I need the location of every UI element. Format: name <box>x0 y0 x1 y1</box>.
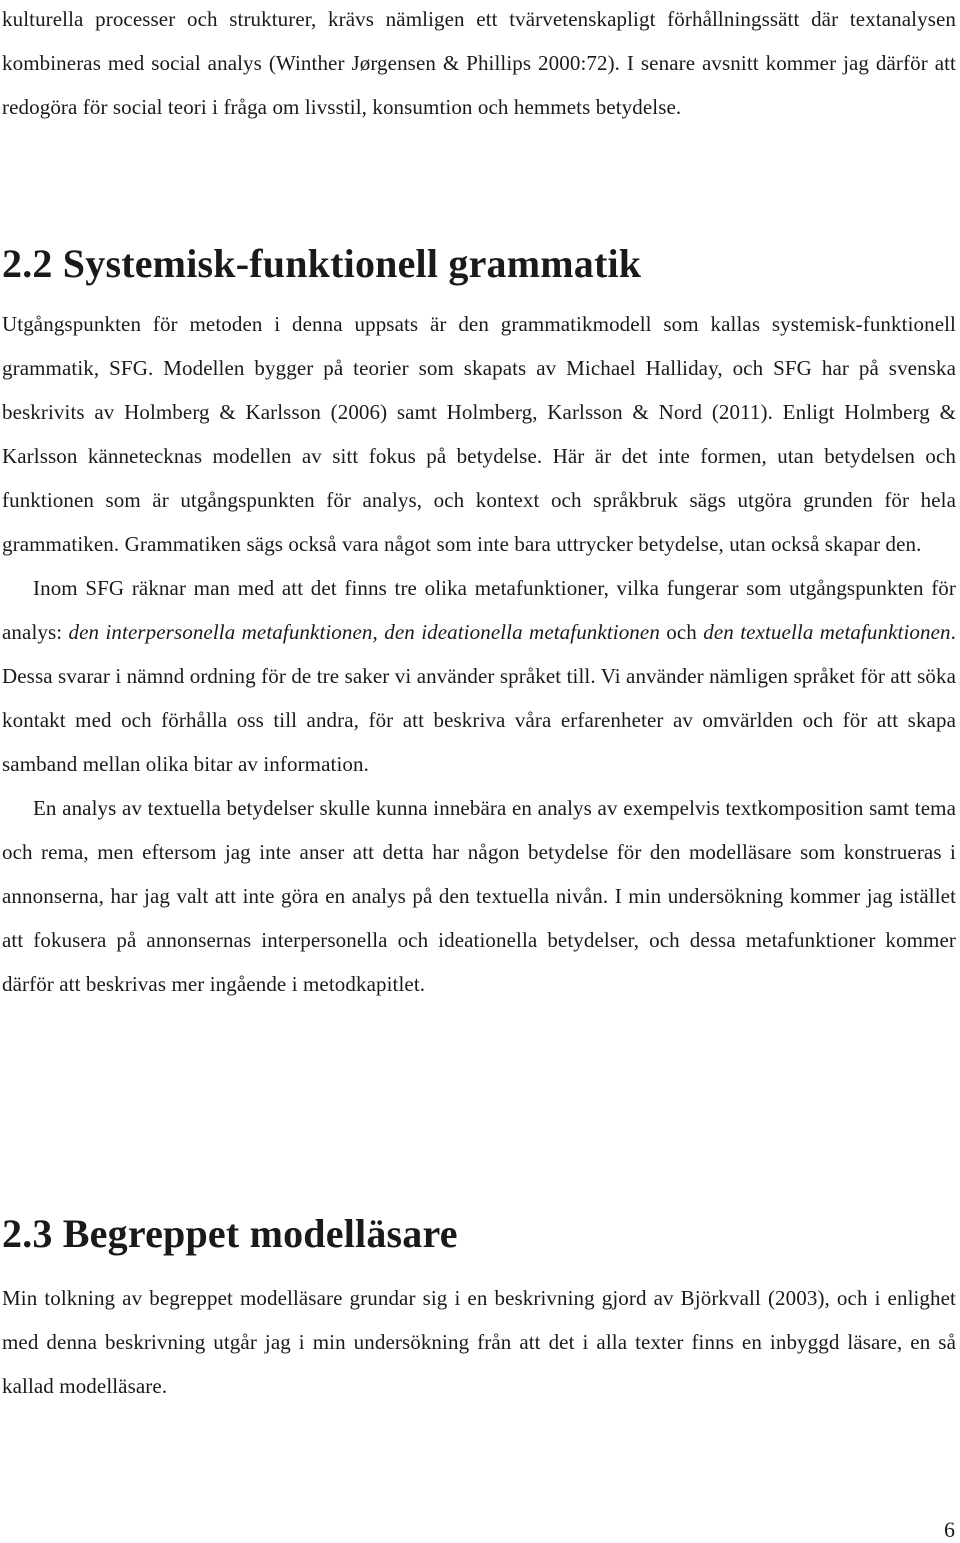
page-number: 6 <box>944 1517 955 1542</box>
section-2-2-paragraph-2 <box>2 566 956 786</box>
section-2-3-paragraph-1: Min tolkning av begreppet modelläsare grundar sig i en beskrivning gjord av Björkvall (2003), och i enlighet med denna beskrivning utgår jag i min undersökning från att det i alla texter finns en inbyggd läsare, en så kallad modelläsare. <box>2 1286 956 1398</box>
section-2-2-paragraph-3: En analys av textuella betydelser skulle kunna innebära en analys av exempelvis textkomposition samt tema och rema, men eftersom jag inte anser att detta har någon betydelse för den modelläsare som konstrueras i annonserna, har jag valt att inte göra en analys på den textuella nivån. I min undersökning kommer jag istället att fokusera på annonsernas interpersonella och ideationella betydelser, och dessa metafunktioner kommer därför att beskrivas mer ingående i metodkapitlet. <box>2 796 956 996</box>
section-2-2-body <box>2 302 956 1006</box>
para2-emphasis-2: den textuella metafunktionen <box>703 620 951 644</box>
para2-text-3: . Dessa svarar i nämnd ordning för de tre saker vi använder språket till. Vi använder nämligen språket för att söka kontakt med och förhålla oss till andra, för att beskriva våra erfarenheter av omvärlden och för att skapa samband mellan olika bitar av information. <box>2 620 956 776</box>
para2-text-2: och <box>659 620 704 644</box>
intro-text: kulturella processer och strukturer, krävs nämligen ett tvärvetenskapligt förhållningssätt där textanalysen kombineras med social analys (Winther Jørgensen & Phillips 2000:72). I senare avsnitt kommer jag därför att redogöra för social teori i fråga om livsstil, konsumtion och hemmets betydelse. <box>2 7 956 119</box>
para2-text-1: Inom SFG räknar man med att det finns tre olika metafunktioner, vilka fungerar som utgångspunkten för analys: <box>2 576 956 644</box>
intro-paragraph <box>2 0 956 129</box>
section-2-3-body <box>2 1276 956 1408</box>
section-2-2-paragraph-1: Utgångspunkten för metoden i denna uppsats är den grammatikmodell som kallas systemisk-funktionell grammatik, SFG. Modellen bygger på teorier som skapats av Michael Halliday, och SFG har på svenska beskrivits av Holmberg & Karlsson (2006) samt Holmberg, Karlsson & Nord (2011). Enligt Holmberg & Karlsson kännetecknas modellen av sitt fokus på betydelse. Här är det inte formen, utan betydelsen och funktionen som är utgångspunkten för analys, och kontext och språkbruk sägs utgöra grunden för hela grammatiken. Grammatiken sägs också vara något som inte bara uttrycker betydelse, utan också skapar den. <box>2 312 956 556</box>
section-heading-2-2: 2.2 Systemisk-funktionell grammatik <box>2 241 642 286</box>
section-heading-2-3: 2.3 Begreppet modelläsare <box>2 1211 458 1256</box>
para2-emphasis-1: den interpersonella metafunktionen, den ideationella metafunktionen <box>68 620 660 644</box>
